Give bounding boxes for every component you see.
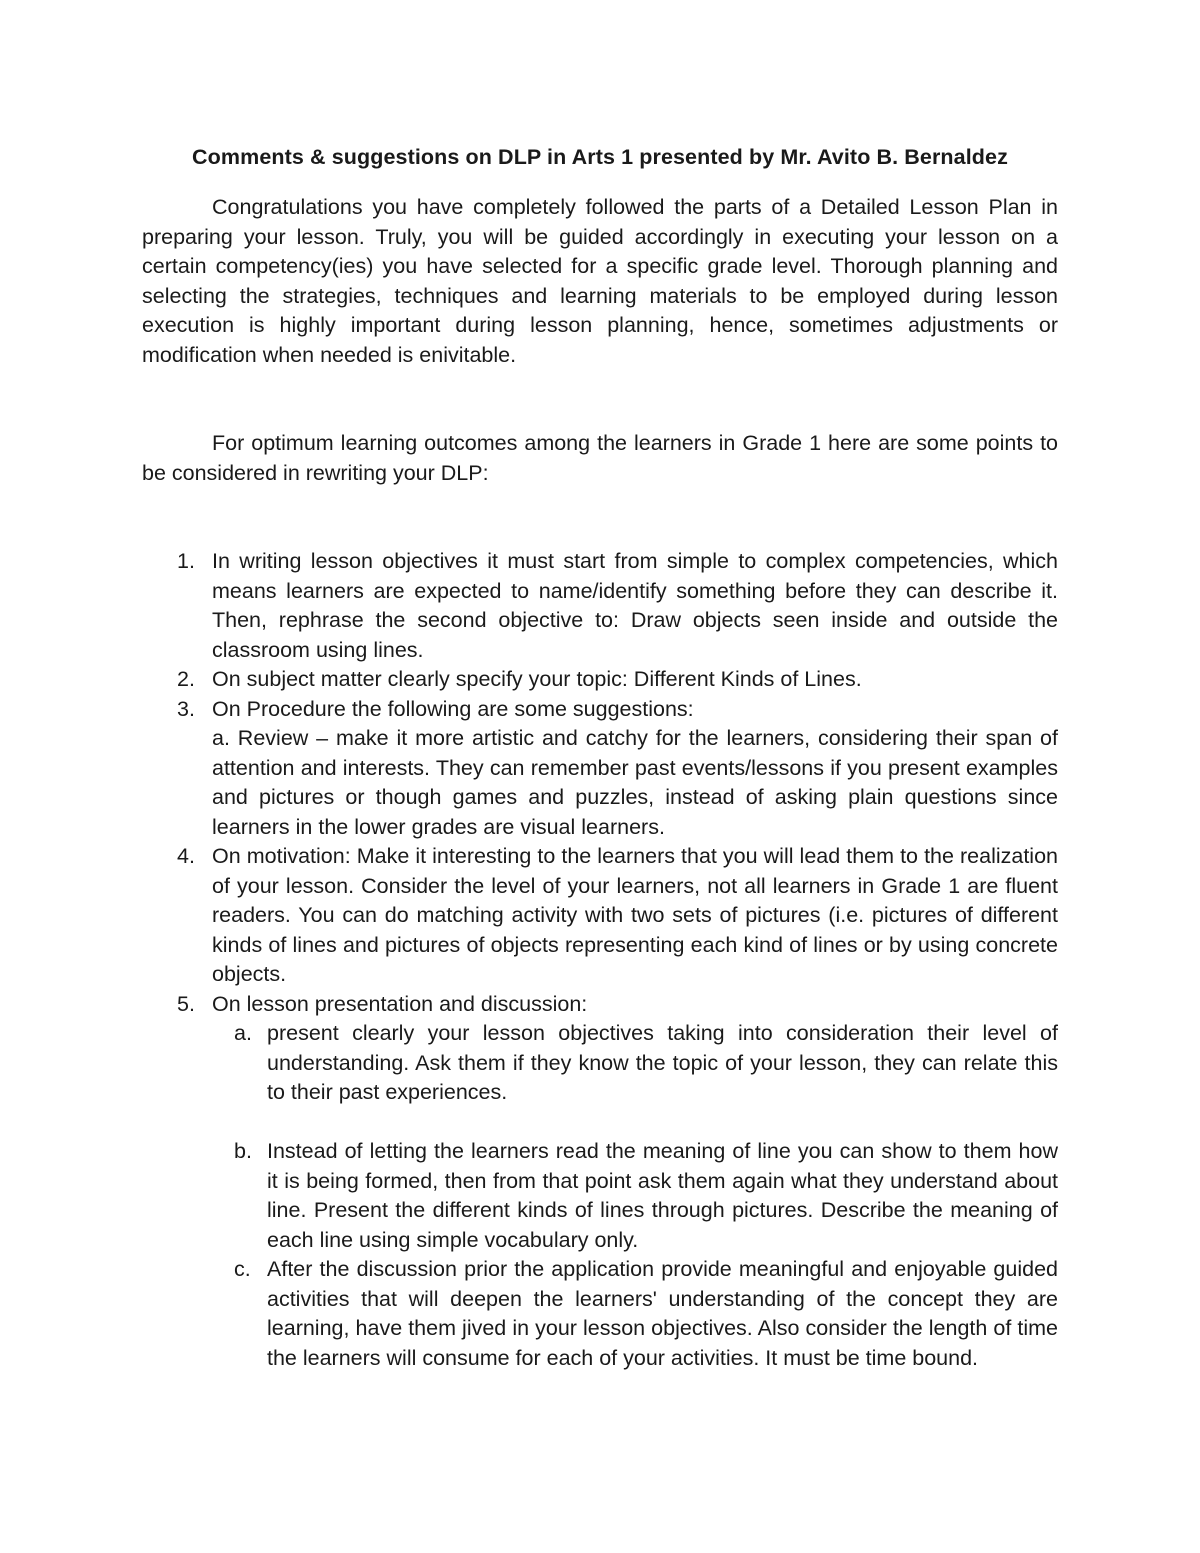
list-number: 5.	[177, 991, 195, 1016]
document-title: Comments & suggestions on DLP in Arts 1 presented by Mr. Avito B. Bernaldez	[192, 145, 1008, 169]
list-item-text: On Procedure the following are some suggestions:	[212, 696, 694, 721]
list-item-subtext: a. Review – make it more artistic and catchy for the learners, considering their span of attention and interests. They can remember past events/lessons if you present examples and pictures or though games and puzzles, instead of asking plain questions since learners in the lower grades are visual learners.	[212, 726, 1058, 839]
suggestion-list	[142, 547, 1058, 1373]
list-number: 3.	[177, 696, 195, 721]
list-item-text: On subject matter clearly specify your topic: Different Kinds of Lines.	[212, 667, 862, 691]
list-item	[142, 990, 1058, 1374]
sub-list-item-text: After the discussion prior the application provide meaningful and enjoyable guided activities that will deepen the learners' understanding of the concept they are learning, have them jived in your lesson objectives. Also consider the length of time the learners will consume for each of your activities. It must be time bound.	[267, 1257, 1058, 1370]
sub-list	[212, 1019, 1058, 1373]
list-item	[142, 547, 1058, 665]
list-number: 2.	[177, 667, 195, 691]
list-number: 4.	[177, 844, 195, 868]
list-item-text: On lesson presentation and discussion:	[212, 991, 588, 1016]
list-item	[142, 695, 1058, 843]
paragraph-optimum-learning: For optimum learning outcomes among the learners in Grade 1 here are some points to be considered in rewriting your DLP:	[142, 431, 1058, 485]
document-page	[142, 130, 1058, 1373]
sub-list-letter: b.	[234, 1139, 252, 1163]
paragraph-congratulations: Congratulations you have completely followed the parts of a Detailed Lesson Plan in preparing your lesson. Truly, you will be guided accordingly in executing your lesson on a certain competency(ies) you have selected for a specific grade level. Thorough planning and selecting the strategies, techniques and learning materials to be employed during lesson execution is highly important during lesson planning, hence, sometimes adjustments or modification when needed is enivitable.	[142, 195, 1058, 367]
sub-list-item	[212, 1255, 1058, 1373]
sub-list-letter: a.	[234, 1021, 252, 1045]
list-number: 1.	[177, 549, 195, 573]
sub-list-item-text: Instead of letting the learners read the meaning of line you can show to them how it is being formed, then from that point ask them again what they understand about line. Present the different kinds of lines through pictures. Describe the meaning of each line using simple vocabulary only.	[267, 1139, 1058, 1252]
sub-list-letter: c.	[234, 1257, 251, 1281]
list-item	[142, 842, 1058, 990]
sub-list-item	[212, 1019, 1058, 1108]
sub-list-item	[212, 1137, 1058, 1255]
sub-list-item-text: present clearly your lesson objectives taking into consideration their level of understanding. Ask them if they know the topic of your lesson, they can relate this to their past experiences.	[267, 1021, 1058, 1104]
list-item-text: On motivation: Make it interesting to the learners that you will lead them to the realization of your lesson. Consider the level of your learners, not all learners in Grade 1 are fluent readers. You can do matching activity with two sets of pictures (i.e. pictures of different kinds of lines and pictures of objects representing each kind of lines or by using concrete objects.	[212, 844, 1058, 986]
list-item-text: In writing lesson objectives it must start from simple to complex competencies, which means learners are expected to name/identify something before they can describe it. Then, rephrase the second objective to: Draw objects seen inside and outside the classroom using lines.	[212, 549, 1058, 662]
list-item	[142, 665, 1058, 695]
